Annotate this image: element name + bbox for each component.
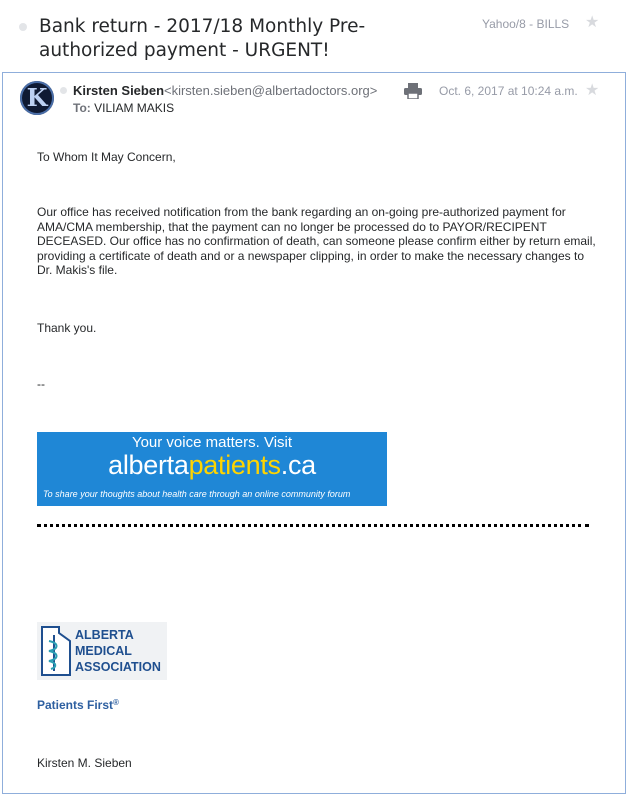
ama-caduceus-icon	[39, 625, 73, 677]
avatar[interactable]: K	[20, 81, 54, 115]
email-subject: Bank return - 2017/18 Monthly Pre-authorized payment - URGENT!	[39, 16, 366, 61]
ama-logo-line: ALBERTA	[75, 628, 134, 642]
star-icon[interactable]: ★	[585, 82, 600, 99]
sender-email[interactable]: <kirsten.sieben@albertadoctors.org>	[164, 83, 378, 98]
message-paragraph: Our office has received notification from the bank regarding an on-going pre-authorized payment for AMA/CMA membership, that the payment can no longer be processed do to PAYOR/RECIPENT DECEASED. Our office has no confirmation of death, can someone please confirm either by return email, providing a certificate of death and or a newspaper clipping, in order to make the necessary changes to Dr. Makis's file.	[37, 205, 596, 277]
to-label: To:	[73, 101, 91, 115]
banner-tagline: To share your thoughts about health care through an online community forum	[43, 489, 351, 499]
dotted-divider	[37, 524, 589, 527]
banner-url	[37, 450, 387, 481]
unread-dot-icon[interactable]	[19, 23, 27, 31]
signature-dash: --	[37, 377, 45, 391]
patients-first-text: Patients First	[37, 698, 114, 712]
banner-url-part1: alberta	[108, 450, 189, 480]
folder-label[interactable]: Yahoo/8 - BILLS	[482, 17, 570, 31]
star-icon[interactable]: ★	[585, 14, 600, 31]
ama-logo-line: ASSOCIATION	[75, 660, 161, 674]
recipient-line	[73, 101, 174, 115]
thanks-line: Thank you.	[37, 321, 97, 335]
message-card	[2, 72, 626, 794]
patients-first	[37, 698, 119, 712]
unread-dot-icon[interactable]	[60, 87, 67, 94]
printer-icon[interactable]	[404, 83, 422, 99]
greeting: To Whom It May Concern,	[37, 150, 176, 164]
registered-mark: ®	[113, 698, 119, 707]
banner-line1: Your voice matters. Visit	[131, 434, 293, 451]
signer-name: Kirsten M. Sieben	[37, 756, 132, 770]
subject-bar	[0, 0, 627, 72]
recipient-name[interactable]: VILIAM MAKIS	[94, 101, 175, 115]
ama-logo-line: MEDICAL	[75, 644, 132, 658]
banner-url-part3: .ca	[280, 450, 316, 480]
sent-date: Oct. 6, 2017 at 10:24 a.m.	[439, 84, 578, 98]
albertapatients-banner[interactable]	[37, 432, 387, 506]
banner-url-part2: patients	[188, 450, 281, 480]
sender-name[interactable]: Kirsten Sieben	[73, 83, 165, 98]
ama-logo	[37, 622, 167, 680]
ama-logo-text	[75, 627, 161, 675]
